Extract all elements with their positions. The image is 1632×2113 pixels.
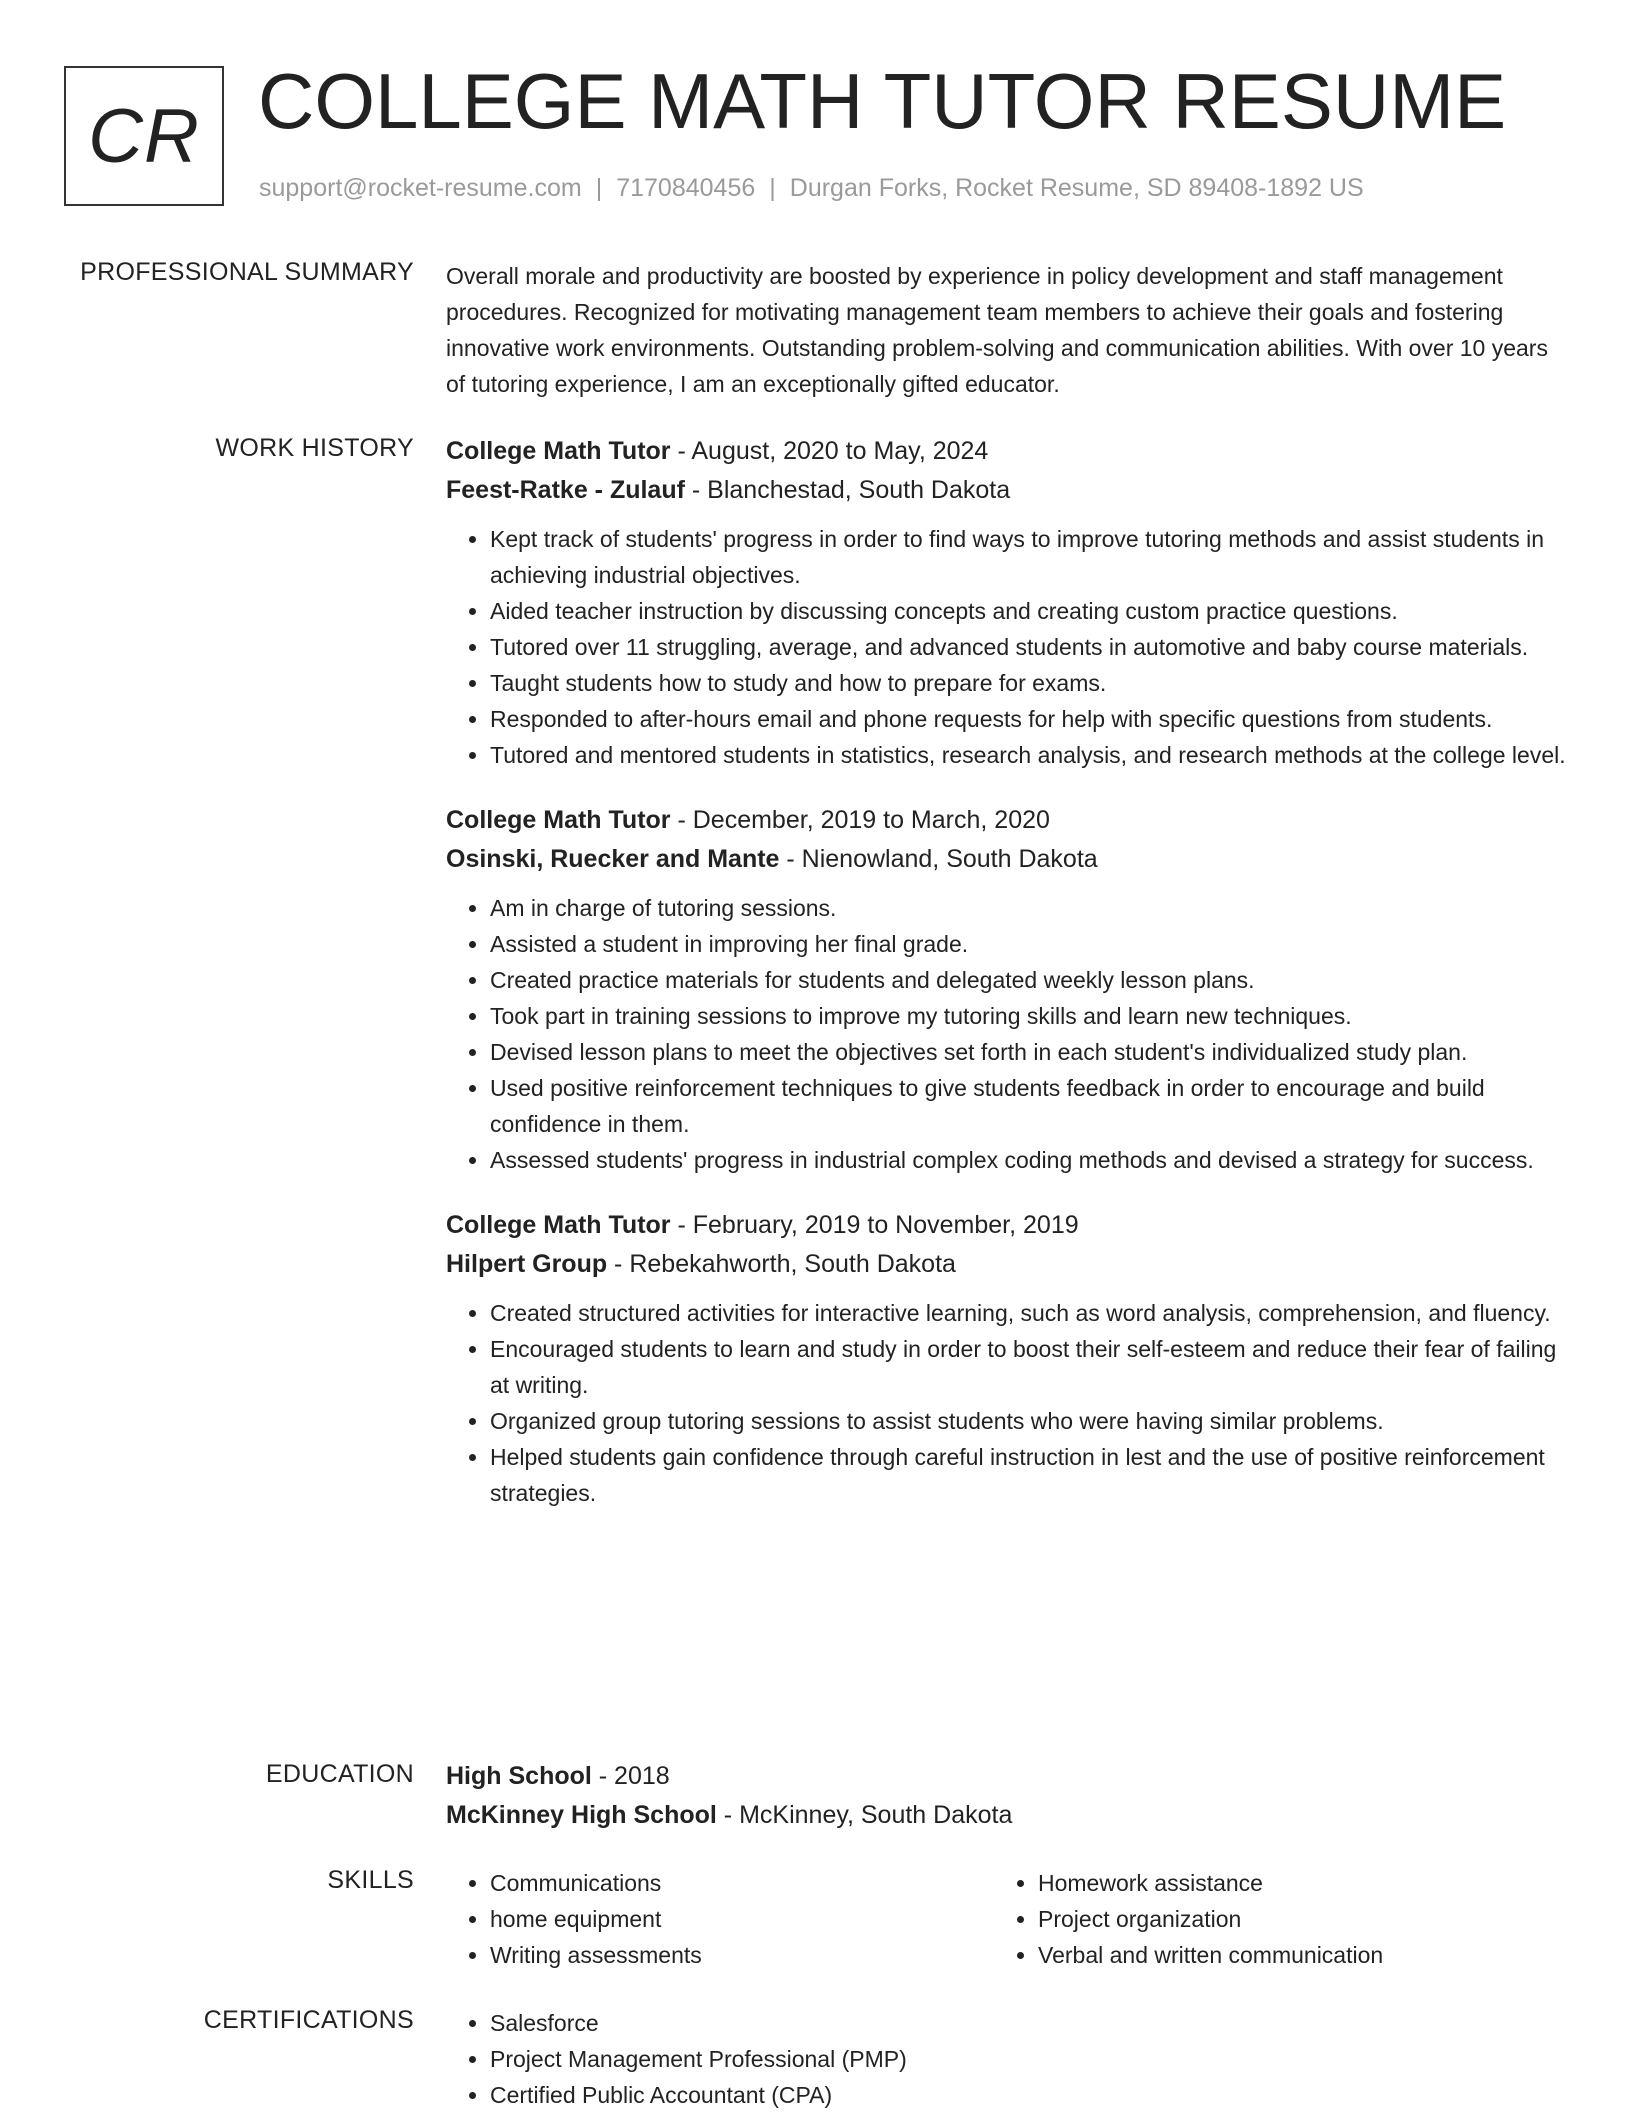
job-company-line (446, 1245, 1566, 1284)
job-bullet: • Took part in training sessions to improve my tutoring skills and learn new techniques. (490, 998, 1566, 1034)
monogram-initials: CR (88, 93, 200, 179)
job-company-line (446, 471, 1566, 510)
summary-section (446, 258, 1566, 402)
certifications-section-label: CERTIFICATIONS (203, 2006, 414, 2034)
contact-email: support@rocket-resume.com (259, 174, 582, 202)
job-bullet: • Helped students gain confidence through careful instruction in lest and the use of positive reinforcement strategies. (490, 1439, 1566, 1511)
work-section-label: WORK HISTORY (215, 434, 414, 462)
certifications-section (446, 2005, 1566, 2113)
job-title: College Math Tutor (446, 437, 671, 465)
education-location: - McKinney, South Dakota (716, 1801, 1013, 1829)
skills-list (446, 1865, 994, 1973)
education-school-line (446, 1796, 1566, 1835)
skill-item: • Verbal and written communication (1038, 1937, 1542, 1973)
skills-column-left (446, 1865, 994, 1973)
job-bullet: • Encouraged students to learn and study in order to boost their self-esteem and reduce their fear of failing at writing. (490, 1331, 1566, 1403)
resume-title: COLLEGE MATH TUTOR RESUME (258, 57, 1507, 145)
contact-line (259, 174, 1364, 203)
skill-item: • Communications (490, 1865, 994, 1901)
skills-section (446, 1865, 1566, 1973)
job-bullet: • Aided teacher instruction by discussing concepts and creating custom practice questions. (490, 593, 1566, 629)
skills-section-label: SKILLS (327, 1866, 414, 1894)
job-bullet: • Used positive reinforcement techniques to give students feedback in order to encourage and build confidence in them. (490, 1070, 1566, 1142)
job-bullet: • Devised lesson plans to meet the objectives set forth in each student's individualized study plan. (490, 1034, 1566, 1070)
contact-phone: 7170840456 (616, 174, 756, 202)
job-bullet: • Organized group tutoring sessions to assist students who were having similar problems. (490, 1403, 1566, 1439)
certification-item: • Certified Public Accountant (CPA) (490, 2077, 1566, 2113)
job-location: - Rebekahworth, South Dakota (607, 1250, 956, 1278)
education-degree: High School (446, 1762, 592, 1790)
education-degree-line (446, 1757, 1566, 1796)
contact-separator: | (595, 174, 603, 202)
job-title: College Math Tutor (446, 806, 671, 834)
certification-item: • Salesforce (490, 2005, 1566, 2041)
skill-item: • Writing assessments (490, 1937, 994, 1973)
job-entry (446, 801, 1566, 1178)
skill-item: • Homework assistance (1038, 1865, 1542, 1901)
job-bullet: • Assisted a student in improving her final grade. (490, 926, 1566, 962)
job-company-line (446, 840, 1566, 879)
certification-item: • Project Management Professional (PMP) (490, 2041, 1566, 2077)
job-company: Hilpert Group (446, 1250, 608, 1278)
contact-address: Durgan Forks, Rocket Resume, SD 89408-1892 US (789, 174, 1364, 202)
education-section (446, 1757, 1566, 1835)
job-title-line (446, 432, 1566, 471)
job-bullets (446, 1295, 1566, 1511)
job-title: College Math Tutor (446, 1211, 671, 1239)
skills-list (994, 1865, 1542, 1973)
certifications-list (446, 2005, 1566, 2113)
job-bullets (446, 890, 1566, 1178)
education-school: McKinney High School (446, 1801, 717, 1829)
job-company: Osinski, Ruecker and Mante (446, 845, 780, 873)
job-bullet: • Created practice materials for students and delegated weekly lesson plans. (490, 962, 1566, 998)
job-dates: - December, 2019 to March, 2020 (670, 806, 1050, 834)
job-bullet: • Taught students how to study and how to prepare for exams. (490, 665, 1566, 701)
job-bullet: • Responded to after-hours email and phone requests for help with specific questions from students. (490, 701, 1566, 737)
monogram-box (64, 66, 224, 206)
work-section (446, 432, 1566, 1539)
job-bullet: • Kept track of students' progress in order to find ways to improve tutoring methods and assist students in achieving industrial objectives. (490, 521, 1566, 593)
job-location: - Nienowland, South Dakota (779, 845, 1098, 873)
job-entry (446, 1206, 1566, 1511)
skills-column-right (994, 1865, 1542, 1973)
summary-text: Overall morale and productivity are boosted by experience in policy development and staff management procedures. Recognized for motivating management team members to achieve their goals and fostering innovative work environments. Outstanding problem-solving and communication abilities. With over 10 years of tutoring experience, I am an exceptionally gifted educator. (446, 263, 1548, 397)
job-bullet: • Tutored and mentored students in statistics, research analysis, and research methods at the college level. (490, 737, 1566, 773)
skills-grid (446, 1865, 1566, 1973)
job-dates: - August, 2020 to May, 2024 (670, 437, 989, 465)
summary-section-label: PROFESSIONAL SUMMARY (80, 258, 414, 286)
job-bullet: • Tutored over 11 struggling, average, and advanced students in automotive and baby course materials. (490, 629, 1566, 665)
job-bullets (446, 521, 1566, 773)
education-year: - 2018 (591, 1762, 670, 1790)
job-title-line (446, 801, 1566, 840)
contact-separator: | (769, 174, 776, 202)
job-bullet: • Am in charge of tutoring sessions. (490, 890, 1566, 926)
job-bullet: • Created structured activities for interactive learning, such as word analysis, comprehension, and fluency. (490, 1295, 1566, 1331)
job-bullet: • Assessed students' progress in industrial complex coding methods and devised a strategy for success. (490, 1142, 1566, 1178)
skill-item: • Project organization (1038, 1901, 1542, 1937)
job-entry (446, 432, 1566, 773)
job-dates: - February, 2019 to November, 2019 (670, 1211, 1079, 1239)
education-section-label: EDUCATION (265, 1760, 414, 1788)
job-company: Feest-Ratke - Zulauf (446, 476, 685, 504)
job-title-line (446, 1206, 1566, 1245)
job-location: - Blanchestad, South Dakota (684, 476, 1011, 504)
skill-item: • home equipment (490, 1901, 994, 1937)
